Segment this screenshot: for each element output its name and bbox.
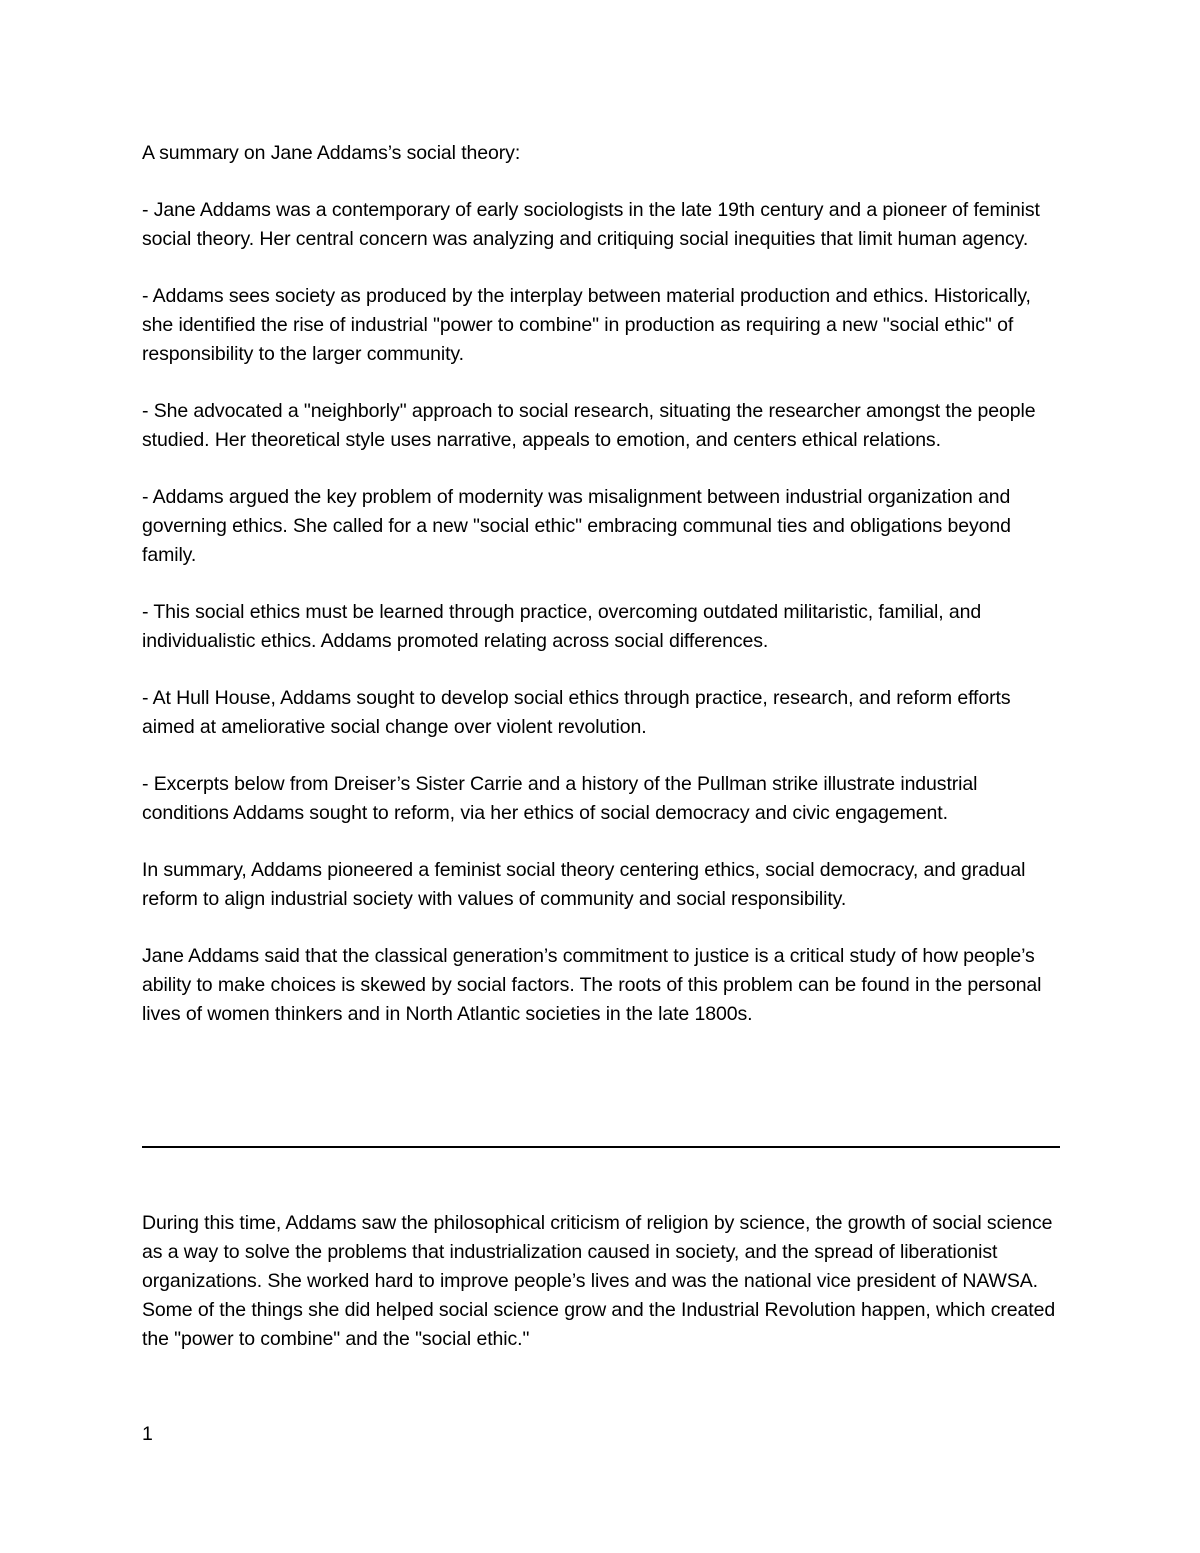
document-body-continued <box>142 1209 1060 1354</box>
after-rule-paragraph: During this time, Addams saw the philosophical criticism of religion by science, the growth of social science as a way to solve the problems that industrialization caused in society, and the spread of liberationist organizations. She worked hard to improve people’s lives and was the national vice president of NAWSA. Some of the things she did helped social science grow and the Industrial Revolution happen, which created the "power to combine" and the "social ethic." <box>142 1212 1056 1350</box>
paragraph-1: - Jane Addams was a contemporary of early sociologists in the late 19th century and a pioneer of feminist social theory. Her central concern was analyzing and critiquing social inequities that limit human agency. <box>142 199 1040 250</box>
summary-paragraph: In summary, Addams pioneered a feminist social theory centering ethics, social democracy, and gradual reform to align industrial society with values of community and social responsibility. <box>142 859 1026 910</box>
paragraph-7: - Excerpts below from Dreiser’s Sister Carrie and a history of the Pullman strike illustrate industrial conditions Addams sought to reform, via her ethics of social democracy and civic engagement. <box>142 773 978 824</box>
paragraph-3: - She advocated a "neighborly" approach to social research, situating the researcher amongst the people studied. Her theoretical style uses narrative, appeals to emotion, and centers ethical relations. <box>142 400 1036 451</box>
document-body <box>142 139 1060 1057</box>
paragraph-2: - Addams sees society as produced by the interplay between material production and ethics. Historically, she identified the rise of industrial "power to combine" in production as requiring a new "social ethic" of responsibility to the larger community. <box>142 285 1031 365</box>
horizontal-rule <box>142 1146 1060 1148</box>
paragraph-4: - Addams argued the key problem of modernity was misalignment between industrial organization and governing ethics. She called for a new "social ethic" embracing communal ties and obligations beyond family. <box>142 486 1011 566</box>
paragraph-6: - At Hull House, Addams sought to develop social ethics through practice, research, and reform efforts aimed at ameliorative social change over violent revolution. <box>142 687 1011 738</box>
closing-paragraph: Jane Addams said that the classical generation’s commitment to justice is a critical study of how people’s ability to make choices is skewed by social factors. The roots of this problem can be found in the personal lives of women thinkers and in North Atlantic societies in the late 1800s. <box>142 945 1042 1025</box>
paragraph-5: - This social ethics must be learned through practice, overcoming outdated militaristic, familial, and individualistic ethics. Addams promoted relating across social differences. <box>142 601 982 652</box>
document-title: A summary on Jane Addams’s social theory: <box>142 142 521 164</box>
page-number: 1 <box>142 1423 153 1445</box>
